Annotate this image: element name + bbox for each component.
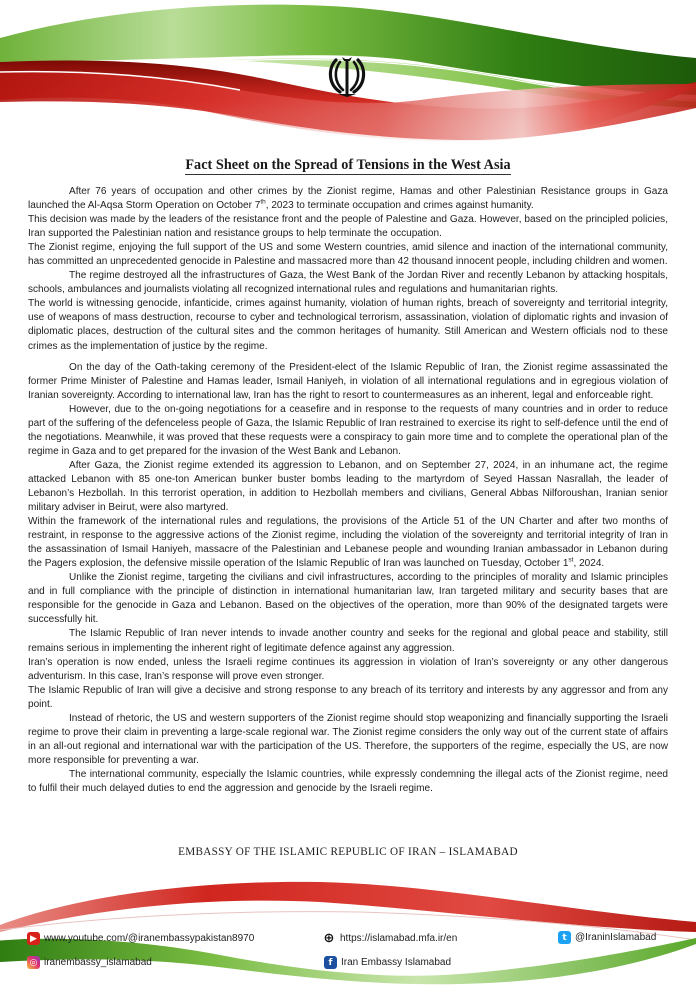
paragraph-text: However, due to the on-going negotiations for a ceasefire and in response to the requests of many countries and in order to reduce part of the suffering of the defenceless people of Gaza, the Islamic Republic of Iran restrained to exercise its right to self-defence until the end of the negotiations. Meanwhile, it was proved that these requests were a conspiracy to gain more time and to complete the operational plan of the regime in Gaza and to get prepared for the invasion of the West Bank and Lebanon. [28, 403, 668, 457]
body-paragraph [28, 241, 668, 269]
paragraph-text: After Gaza, the Zionist regime extended its aggression to Lebanon, and on September 27, 2024, in an inhumane act, the regime attacked Lebanon with 85 one-ton American bunker buster bombs leading to the martyrdom of Seyed Hassan Nasrallah, the leader of Lebanon’s Hezbollah. In this terrorist operation, in addition to Hezbollah members and civilians, General Abbas Nilforoushan, Iranian senior military adviser in Beirut, were also martyred. [28, 459, 668, 514]
body-paragraph [28, 297, 668, 353]
body-paragraph [28, 768, 668, 796]
body-paragraph [28, 213, 668, 241]
contact-twitter-text[interactable]: @IraninIslamabad [575, 932, 657, 943]
embassy-signature: EMBASSY OF THE ISLAMIC REPUBLIC OF IRAN – ISLAMABAD [178, 846, 518, 858]
paragraph-text: Within the framework of the international rules and regulations, the provisions of the Article 51 of the UN Charter and after two months of restraint, in response to the aggressive actions of the Zionist regime, including the violation of the sovereignty and territorial integrity of Iran in the assassination of Ismail Haniyeh, massacre of the Palestinian and Lebanese people and wounding Iranian ambassador in Lebanon during the Pagers explosion, the defensive missile operation of the Islamic Republic of Iran was launched on Tuesday, October 1 [28, 516, 668, 570]
contact-facebook-text[interactable]: Iran Embassy Islamabad [341, 957, 452, 968]
paragraph-text: This decision was made by the leaders of the resistance front and the people of Palestine and Gaza. However, based on the principled policies, Iran supported the Palestinian nation and resistance groups to help terminate the occupation. [28, 214, 668, 240]
contact-website[interactable] [322, 932, 457, 945]
paragraph-text: The world is witnessing genocide, infanticide, crimes against humanity, violation of human rights, breach of sovereignty and territorial integrity, use of weapons of mass destruction, recourse to cyber and technological terrorism, assassination, violation of diplomatic rights and invasion of diplomatic places, destruction of the cultural sites and the common heritages of humanity. Still American and Western officials nod to these crimes as the implementation of justice by the regime. [28, 298, 668, 352]
paragraph-text: , 2024. [573, 558, 605, 570]
contact-youtube[interactable] [27, 932, 254, 945]
contact-facebook[interactable] [324, 956, 451, 969]
twitter-icon: t [558, 931, 571, 944]
contact-twitter[interactable] [558, 931, 656, 944]
youtube-icon: ▶ [27, 932, 40, 945]
body-paragraph [28, 515, 668, 571]
contact-instagram-text[interactable]: iranembassy_islamabad [44, 957, 152, 968]
paragraph-text: On the day of the Oath-taking ceremony of the President-elect of the Islamic Republic of Iran, the Zionist regime assassinated the former Prime Minister of Palestine and Hamas leader, Ismail Haniyeh, in violation of all international regulations and in egregious violation of Iranian sovereignty. According to international law, Iran has the right to resort to countermeasures as an inherent, legal and enforceable right. [28, 361, 668, 401]
body-paragraph [28, 403, 668, 459]
contact-instagram[interactable] [27, 956, 152, 969]
paragraph-text: Instead of rhetoric, the US and western supporters of the Zionist regime should stop weaponizing and financially supporting the Israeli regime to prove their claim in preventing a large-scale regional war. The Zionist regime considers the only way out of the current state of affairs in an all-out regional and international war with the participation of the US. Therefore, the supporters of the regime, especially the US, are now more responsible for preventing a war. [28, 712, 668, 766]
paragraph-text: The regime destroyed all the infrastructures of Gaza, the West Bank of the Jordan River and recently Lebanon by attacking hospitals, schools, ambulances and journalists violating all recognized international rules and regulations and humanitarian rights. [28, 270, 668, 296]
iran-emblem-icon [322, 50, 372, 100]
facebook-icon: f [324, 956, 337, 969]
paragraph-text: , 2023 to terminate occupation and crimes against humanity. [265, 200, 534, 212]
paragraph-text: The Zionist regime, enjoying the full support of the US and some Western countries, amid silence and inaction of the international community, has committed an unprecedented genocide in Palestine and massacred more than 42 thousand innocent people, including children and women. [28, 242, 668, 268]
contact-youtube-text[interactable]: www.youtube.com/@iranembassypakistan8970 [44, 933, 255, 944]
paragraph-text: The Islamic Republic of Iran never intends to invade another country and seeks for the regional and global peace and stability, still remains serious in implementing the inherent right of legitimate defence against any aggression. [28, 628, 668, 654]
body-paragraph [28, 571, 668, 627]
document-title-wrap [0, 156, 696, 174]
body-paragraph [28, 269, 668, 297]
body-paragraph [28, 185, 668, 213]
body-paragraph [28, 656, 668, 684]
document-body [28, 185, 668, 796]
paragraph-text: After 76 years of occupation and other crimes by the Zionist regime, Hamas and other Palestinian Resistance groups in Gaza launched the Al-Aqsa Storm Operation on October 7 [28, 186, 668, 212]
body-paragraph [28, 627, 668, 655]
ordinal-suffix: th [260, 198, 266, 206]
body-paragraph [28, 361, 668, 403]
paragraph-text: Iran’s operation is now ended, unless the Israeli regime continues its aggression in violation of Iran’s sovereignty or any other dangerous adventurism. In this case, Iran’s response will prove even stronger. [28, 656, 668, 682]
paragraph-text: The Islamic Republic of Iran will give a decisive and strong response to any breach of its territory and interests by any aggressor and from any point. [28, 684, 668, 710]
globe-icon: ⊕ [323, 931, 335, 946]
body-paragraph [28, 712, 668, 768]
paragraph-text: Unlike the Zionist regime, targeting the civilians and civil infrastructures, according to the principles of morality and Islamic principles and in full compliance with the principle of distinction in international humanitarian law, Iran targeted military and security bases that are responsible for the genocide in Gaza and Lebanon. Based on the objectives of the operation, more than 90% of the designated targets were successfully hit. [28, 572, 668, 626]
ordinal-suffix: st [568, 556, 574, 564]
instagram-icon: ◎ [27, 956, 40, 969]
contact-website-text[interactable]: https://islamabad.mfa.ir/en [340, 933, 458, 944]
paragraph-text: The international community, especially the Islamic countries, while expressly condemning the illegal acts of the Zionist regime, need to fulfil their much delayed duties to end the aggression and genocide by the Israeli regime. [28, 768, 668, 794]
body-paragraph [28, 459, 668, 515]
document-title: Fact Sheet on the Spread of Tensions in the West Asia [185, 157, 511, 173]
body-paragraph [28, 684, 668, 712]
